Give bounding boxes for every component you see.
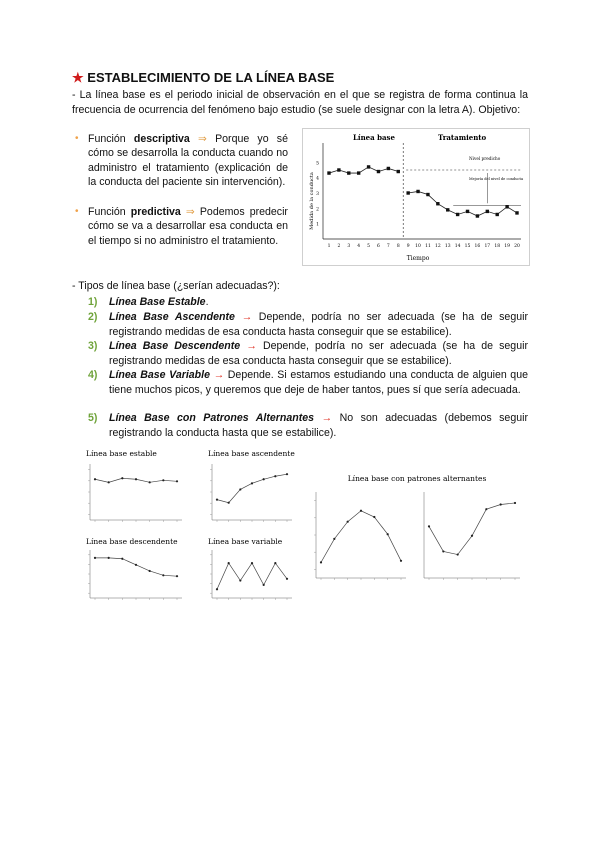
y-tick-label: 1 bbox=[316, 222, 319, 228]
annotation-improvement: Mejoría del nivel de conducta bbox=[469, 177, 524, 181]
data-point bbox=[263, 478, 265, 480]
item-label: Línea Base Estable bbox=[109, 296, 206, 308]
item-text: No son adecuadas (debemos seguir registrando la conducta hasta que se estabilice). bbox=[109, 412, 528, 439]
treatment-point bbox=[406, 191, 409, 194]
data-point bbox=[149, 570, 151, 572]
baseline-point bbox=[397, 170, 400, 173]
series-line bbox=[217, 474, 287, 503]
series-line bbox=[321, 511, 401, 563]
objective-predictive bbox=[75, 205, 288, 248]
x-axis-label: Tiempo bbox=[406, 255, 430, 262]
implies-arrow-icon: ⇒ bbox=[198, 133, 207, 145]
data-point bbox=[500, 503, 502, 505]
chart-ascending bbox=[204, 448, 300, 528]
item-label: Línea Base Descendente bbox=[109, 340, 241, 352]
data-point bbox=[274, 475, 276, 477]
chart-title: Línea base variable bbox=[208, 537, 283, 546]
treatment-point bbox=[496, 213, 499, 216]
chart-alternating bbox=[306, 470, 528, 586]
x-tick-label: 8 bbox=[396, 244, 400, 249]
treatment-point bbox=[466, 210, 469, 213]
chart-title: Línea base descendente bbox=[86, 537, 178, 546]
data-point bbox=[149, 481, 151, 483]
x-tick-label: 10 bbox=[415, 244, 421, 249]
x-tick-label: 18 bbox=[494, 244, 501, 249]
data-point bbox=[121, 477, 123, 479]
data-point bbox=[263, 584, 265, 586]
data-point bbox=[162, 574, 164, 576]
x-tick-label: 4 bbox=[357, 244, 361, 249]
data-point bbox=[135, 478, 137, 480]
baseline-point bbox=[357, 171, 360, 174]
treatment-series-line bbox=[408, 191, 517, 216]
data-point bbox=[274, 562, 276, 564]
x-tick-label: 17 bbox=[484, 244, 491, 249]
baseline-treatment-chart bbox=[303, 129, 529, 265]
x-tick-label: 3 bbox=[347, 244, 351, 249]
data-point bbox=[121, 558, 123, 560]
data-point bbox=[457, 553, 459, 555]
item-label: Línea Base Ascendente bbox=[109, 311, 235, 323]
section-title bbox=[72, 70, 334, 86]
item-label: Línea Base Variable bbox=[109, 369, 210, 381]
series-line bbox=[217, 563, 287, 589]
data-point bbox=[176, 575, 178, 577]
tipo-item-4 bbox=[88, 368, 528, 397]
chart-stable bbox=[82, 448, 192, 528]
item-number: 4) bbox=[88, 369, 98, 381]
data-point bbox=[428, 525, 430, 527]
data-point bbox=[387, 533, 389, 535]
data-point bbox=[442, 550, 444, 552]
arrow-right-icon: → bbox=[213, 369, 225, 381]
data-point bbox=[514, 502, 516, 504]
chart-variable bbox=[204, 534, 300, 606]
data-point bbox=[94, 557, 96, 559]
data-point bbox=[176, 480, 178, 482]
x-tick-label: 12 bbox=[434, 244, 441, 249]
x-tick-label: 5 bbox=[367, 244, 371, 249]
item-number: 5) bbox=[88, 412, 98, 424]
data-point bbox=[94, 478, 96, 480]
data-point bbox=[471, 535, 473, 537]
x-tick-label: 16 bbox=[474, 244, 481, 249]
tipo-item-1 bbox=[88, 295, 528, 310]
data-point bbox=[360, 510, 362, 512]
data-point bbox=[485, 508, 487, 510]
data-point bbox=[333, 538, 335, 540]
objective-prefix: Función bbox=[88, 133, 134, 145]
data-point bbox=[347, 521, 349, 523]
tipo-item-5 bbox=[88, 411, 528, 440]
data-point bbox=[228, 562, 230, 564]
x-tick-label: 19 bbox=[504, 244, 510, 249]
objective-text: Porque yo sé cómo se desarrolla la conducta cuando no administro el tratamiento (explicación de la conducta del paciente sin intervención). bbox=[88, 133, 288, 189]
arrow-right-icon: → bbox=[241, 311, 253, 323]
data-point bbox=[320, 561, 322, 563]
data-point bbox=[239, 488, 241, 490]
annotation-predicted-level: Nivel predicho bbox=[469, 156, 501, 161]
star-icon: ★ bbox=[72, 70, 84, 85]
baseline-point bbox=[377, 170, 380, 173]
y-axis-label: Medida de la conducta bbox=[309, 172, 315, 230]
baseline-point bbox=[387, 167, 390, 170]
item-number: 1) bbox=[88, 296, 98, 308]
data-point bbox=[239, 579, 241, 581]
treatment-point bbox=[426, 193, 429, 196]
y-tick-label: 2 bbox=[316, 207, 319, 213]
objective-text: Podemos predecir cómo se va a desarrollar esa conducta en el tiempo si no administro el tratamiento. bbox=[88, 206, 288, 247]
y-tick-label: 3 bbox=[316, 192, 319, 197]
data-point bbox=[286, 473, 288, 475]
baseline-point bbox=[367, 165, 370, 168]
data-point bbox=[400, 560, 402, 562]
intro-paragraph: - La línea base es el periodo inicial de observación en el que se registra de forma continua la frecuencia de ocurrencia del fenómeno bajo estudio (se suele designar con la letra A). Objetivo: bbox=[72, 89, 528, 116]
treatment-point bbox=[446, 208, 449, 211]
data-point bbox=[216, 588, 218, 590]
x-tick-label: 11 bbox=[425, 244, 431, 249]
treatment-point bbox=[486, 210, 489, 213]
data-point bbox=[135, 564, 137, 566]
chart-title: Línea base con patrones alternantes bbox=[347, 474, 487, 483]
chart-title: Línea base estable bbox=[86, 449, 157, 458]
arrow-right-icon: → bbox=[321, 412, 333, 424]
x-tick-label: 1 bbox=[327, 244, 331, 249]
x-tick-label: 2 bbox=[337, 244, 341, 249]
phase-label-baseline: Línea base bbox=[353, 133, 395, 142]
treatment-point bbox=[436, 202, 439, 205]
baseline-point bbox=[327, 171, 330, 174]
treatment-point bbox=[476, 214, 479, 217]
item-number: 3) bbox=[88, 340, 98, 352]
baseline-point bbox=[337, 168, 340, 171]
treatment-point bbox=[515, 211, 518, 214]
baseline-treatment-figure bbox=[302, 128, 530, 266]
section-title-text: ESTABLECIMIENTO DE LA LÍNEA BASE bbox=[87, 70, 335, 85]
series-line bbox=[95, 558, 177, 576]
tipo-item-3 bbox=[88, 339, 528, 368]
baseline-point bbox=[347, 171, 350, 174]
data-point bbox=[216, 499, 218, 501]
data-point bbox=[108, 557, 110, 559]
item-text: Depende, podría no ser adecuada (se ha de seguir registrando medidas de esa conducta hasta conseguir que se estabilice). bbox=[109, 340, 528, 367]
phase-label-treatment: Tratamiento bbox=[438, 133, 487, 142]
data-point bbox=[251, 562, 253, 564]
item-text: Depende, podría no ser adecuada (se ha de seguir registrando medidas de esa conducta hasta conseguir que se estabilice). bbox=[109, 311, 528, 338]
bullet-icon: • bbox=[75, 206, 79, 217]
tipo-item-2 bbox=[88, 310, 528, 339]
objective-descriptive bbox=[75, 132, 288, 190]
data-point bbox=[373, 516, 375, 518]
chart-descending bbox=[82, 534, 192, 606]
data-point bbox=[251, 482, 253, 484]
chart-title: Línea base ascendente bbox=[208, 449, 295, 458]
treatment-point bbox=[456, 213, 459, 216]
x-tick-label: 20 bbox=[514, 244, 520, 249]
x-tick-label: 15 bbox=[464, 244, 471, 249]
implies-arrow-icon: ⇒ bbox=[185, 206, 195, 218]
tipos-heading: - Tipos de línea base (¿serían adecuadas?): bbox=[72, 280, 280, 292]
data-point bbox=[228, 502, 230, 504]
arrow-right-icon: → bbox=[246, 340, 257, 352]
y-tick-label: 5 bbox=[316, 161, 319, 167]
item-text: . bbox=[205, 296, 209, 308]
data-point bbox=[286, 578, 288, 580]
bullet-icon: • bbox=[75, 133, 79, 144]
item-label: Línea Base con Patrones Alternantes bbox=[109, 412, 315, 424]
objective-keyword: predictiva bbox=[130, 206, 181, 218]
item-number: 2) bbox=[88, 311, 98, 323]
x-tick-label: 14 bbox=[454, 244, 461, 249]
objective-keyword: descriptiva bbox=[133, 133, 190, 145]
objective-prefix: Función bbox=[88, 206, 131, 218]
x-tick-label: 7 bbox=[386, 244, 390, 249]
item-text: Depende. Si estamos estudiando una conducta de alguien que tiene muchos picos, y queremos que deje de haber tantos, pues sí que sería adecuada. bbox=[109, 369, 528, 396]
y-tick-label: 4 bbox=[316, 176, 319, 182]
treatment-point bbox=[416, 190, 419, 193]
x-tick-label: 6 bbox=[377, 244, 380, 249]
x-tick-label: 13 bbox=[444, 244, 451, 249]
x-tick-label: 9 bbox=[406, 244, 410, 249]
data-point bbox=[108, 481, 110, 483]
data-point bbox=[162, 479, 164, 481]
treatment-point bbox=[505, 205, 508, 208]
series-line bbox=[429, 503, 515, 555]
